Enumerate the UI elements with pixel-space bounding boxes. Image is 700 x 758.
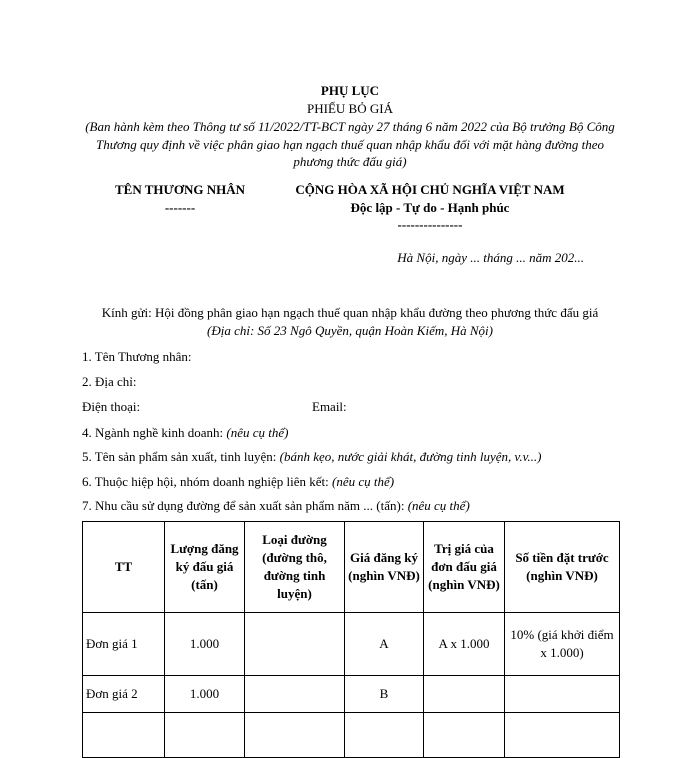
field-note: (nêu cụ thể) bbox=[226, 425, 289, 440]
issued-note: (Ban hành kèm theo Thông tư số 11/2022/TT-BCT ngày 27 tháng 6 năm 2022 của Bộ trưởng Bộ Công Thương quy định về việc phân giao hạn ngạch thuế quan nhập khẩu đối với mặt hàng đường theo phương thức đấu giá) bbox=[85, 119, 615, 169]
field-label: 5. Tên sản phẩm sản xuất, tinh luyện: bbox=[82, 449, 280, 464]
field-note: (nêu cụ thể) bbox=[331, 474, 395, 489]
table-cell bbox=[245, 613, 345, 676]
table-cell: 10% (giá khởi điểm x 1.000) bbox=[505, 613, 620, 676]
table-row bbox=[83, 613, 620, 676]
header-sugar-type: Loại đường (đường thô, đường tinh luyện) bbox=[245, 522, 345, 613]
table-cell: Đơn giá 1 bbox=[83, 613, 165, 676]
table-cell bbox=[245, 676, 345, 713]
motto-underline: --------------- bbox=[397, 217, 463, 232]
field-email: Email: bbox=[312, 399, 347, 414]
field-address: 2. Địa chỉ: bbox=[82, 374, 137, 389]
form-subtitle: PHIẾU BỎ GIÁ bbox=[307, 101, 393, 116]
table-cell: Đơn giá 2 bbox=[83, 676, 165, 713]
table-header-row bbox=[83, 522, 620, 613]
field-note: (nêu cụ thể) bbox=[407, 498, 470, 513]
table-cell bbox=[345, 713, 424, 758]
field-business-line bbox=[82, 424, 642, 441]
table-cell bbox=[424, 713, 505, 758]
table-cell bbox=[165, 713, 245, 758]
field-note: (bánh kẹo, nước giải khát, đường tinh luyện, v.v...) bbox=[279, 449, 542, 464]
header-deposit: Số tiền đặt trước (nghìn VNĐ) bbox=[505, 522, 620, 613]
table-cell bbox=[245, 713, 345, 758]
table-cell bbox=[424, 676, 505, 713]
table-cell: 1.000 bbox=[165, 676, 245, 713]
republic-heading: CỘNG HÒA XÃ HỘI CHỦ NGHĨA VIỆT NAM bbox=[295, 182, 565, 197]
header-bid-value: Trị giá của đơn đấu giá (nghìn VNĐ) bbox=[424, 522, 505, 613]
header-registered-price: Giá đăng ký (nghìn VNĐ) bbox=[345, 522, 424, 613]
field-products bbox=[82, 448, 642, 465]
bid-table bbox=[82, 521, 620, 758]
merchant-dash: ------- bbox=[164, 200, 196, 215]
date-line: Hà Nội, ngày ... tháng ... năm 202... bbox=[397, 250, 584, 265]
table-cell: A x 1.000 bbox=[424, 613, 505, 676]
field-label: 4. Ngành nghề kinh doanh: bbox=[82, 425, 227, 440]
field-label: 7. Nhu cầu sử dụng đường để sản xuất sản phẩm năm ... (tấn): bbox=[82, 498, 408, 513]
table-cell: A bbox=[345, 613, 424, 676]
table-cell: 1.000 bbox=[165, 613, 245, 676]
header-quantity: Lượng đăng ký đấu giá (tấn) bbox=[165, 522, 245, 613]
recipient-line: Kính gửi: Hội đồng phân giao hạn ngạch thuế quan nhập khẩu đường theo phương thức đấu giá bbox=[101, 305, 599, 320]
merchant-heading: TÊN THƯƠNG NHÂN bbox=[114, 182, 245, 197]
field-merchant-name: 1. Tên Thương nhân: bbox=[82, 349, 192, 364]
table-cell: B bbox=[345, 676, 424, 713]
header-tt: TT bbox=[83, 522, 165, 613]
recipient-address: (Địa chỉ: Số 23 Ngô Quyền, quận Hoàn Kiếm, Hà Nội) bbox=[207, 323, 493, 338]
table-row bbox=[83, 713, 620, 758]
national-motto: Độc lập - Tự do - Hạnh phúc bbox=[350, 200, 510, 215]
field-sugar-demand bbox=[82, 497, 642, 514]
table-row bbox=[83, 676, 620, 713]
field-association bbox=[82, 473, 642, 490]
table-cell bbox=[83, 713, 165, 758]
table-cell bbox=[505, 676, 620, 713]
appendix-title: PHỤ LỤC bbox=[320, 83, 380, 98]
field-phone: Điện thoại: bbox=[82, 399, 141, 414]
table-cell bbox=[505, 713, 620, 758]
field-label: 6. Thuộc hiệp hội, nhóm doanh nghiệp liên kết: bbox=[82, 474, 332, 489]
